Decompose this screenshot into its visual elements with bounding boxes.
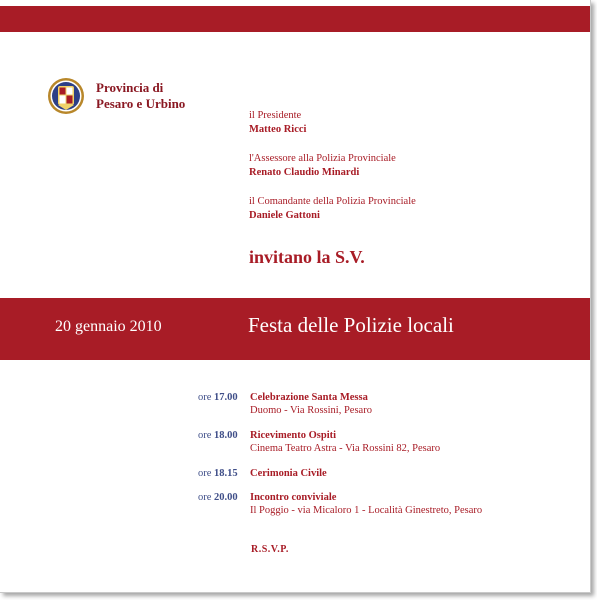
program-title: Cerimonia Civile: [250, 468, 327, 479]
program-item: [0, 430, 590, 468]
invite-heading: invitano la S.V.: [249, 247, 365, 267]
event-date: 20 gennaio 2010: [55, 318, 162, 335]
host-role-commander: il Comandante della Polizia Provinciale: [249, 196, 416, 207]
program-title: Incontro conviviale: [250, 492, 337, 503]
host-name-assessor: Renato Claudio Minardi: [249, 167, 360, 178]
top-red-band: [0, 6, 590, 32]
hosts-list: [249, 109, 416, 238]
program-title: Celebrazione Santa Messa: [250, 392, 368, 403]
program-place: Il Poggio - via Micaloro 1 - Località Ginestreto, Pesaro: [250, 505, 483, 516]
event-title: Festa delle Polizie locali: [248, 313, 454, 337]
program-time: ore 18.15: [198, 468, 238, 479]
program-title: Ricevimento Ospiti: [250, 430, 337, 441]
province-line-2: Pesaro e Urbino: [96, 96, 186, 111]
host-role-assessor: l'Assessore alla Polizia Provinciale: [249, 153, 396, 164]
program-item: [0, 392, 590, 430]
program-time: ore 20.00: [198, 492, 238, 503]
rsvp-label: R.S.V.P.: [251, 544, 289, 555]
host-name-president: Matteo Ricci: [249, 124, 307, 135]
program-place: Cinema Teatro Astra - Via Rossini 82, Pesaro: [250, 443, 441, 454]
host-name-commander: Daniele Gattoni: [249, 210, 320, 221]
program-time: ore 17.00: [198, 392, 238, 403]
program-place: Duomo - Via Rossini, Pesaro: [250, 405, 372, 416]
host-role-president: il Presidente: [249, 110, 302, 121]
coat-of-arms-icon: [47, 77, 85, 115]
province-name: [96, 80, 185, 112]
program-item: [0, 492, 590, 530]
event-banner: [0, 298, 590, 360]
program-item: [0, 468, 590, 492]
province-line-1: Provincia di: [96, 80, 164, 95]
program-list: [0, 392, 590, 530]
program-time: ore 18.00: [198, 430, 238, 441]
